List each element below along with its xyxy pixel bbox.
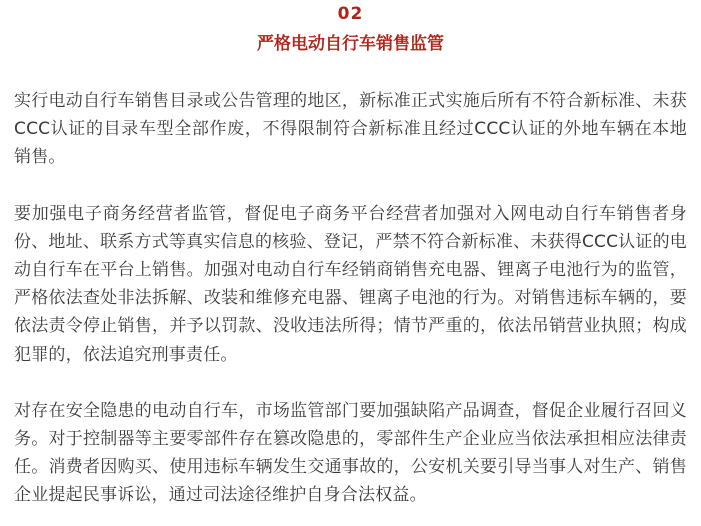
paragraph-catalog-management: 实行电动自行车销售目录或公告管理的地区，新标准正式实施后所有不符合新标准、未获CCC认证的目录车型全部作废，不得限制符合新标准且经过CCC认证的外地车辆在本地销售。 <box>14 91 687 168</box>
paragraph-ecommerce-supervision: 要加强电子商务经营者监管，督促电子商务平台经营者加强对入网电动自行车销售者身份、地址、联系方式等真实信息的核验、登记，严禁不符合新标准、未获得CCC认证的电动自行车在平台上销售。加强对电动自行车经销商销售充电器、锂离子电池行为的监管，严格依法查处非法拆解、改装和维修充电器、锂离子电池的行为。对销售违标车辆的，要依法责令停止销售，并予以罚款、没收违法所得；情节严重的，依法吊销营业执照；构成犯罪的，依法追究刑事责任。 <box>14 203 687 365</box>
article-body <box>14 87 687 510</box>
section-title: 严格电动自行车销售监管 <box>257 34 444 54</box>
section-number: 02 <box>337 4 364 24</box>
paragraph-defect-recall: 对存在安全隐患的电动自行车，市场监管部门要加强缺陷产品调查，督促企业履行召回义务。对于控制器等主要零部件存在篡改隐患的，零部件生产企业应当依法承担相应法律责任。消费者因购买、使用违标车辆发生交通事故的，公安机关要引导当事人对生产、销售企业提起民事诉讼，通过司法途径维护自身合法权益。 <box>14 400 687 506</box>
